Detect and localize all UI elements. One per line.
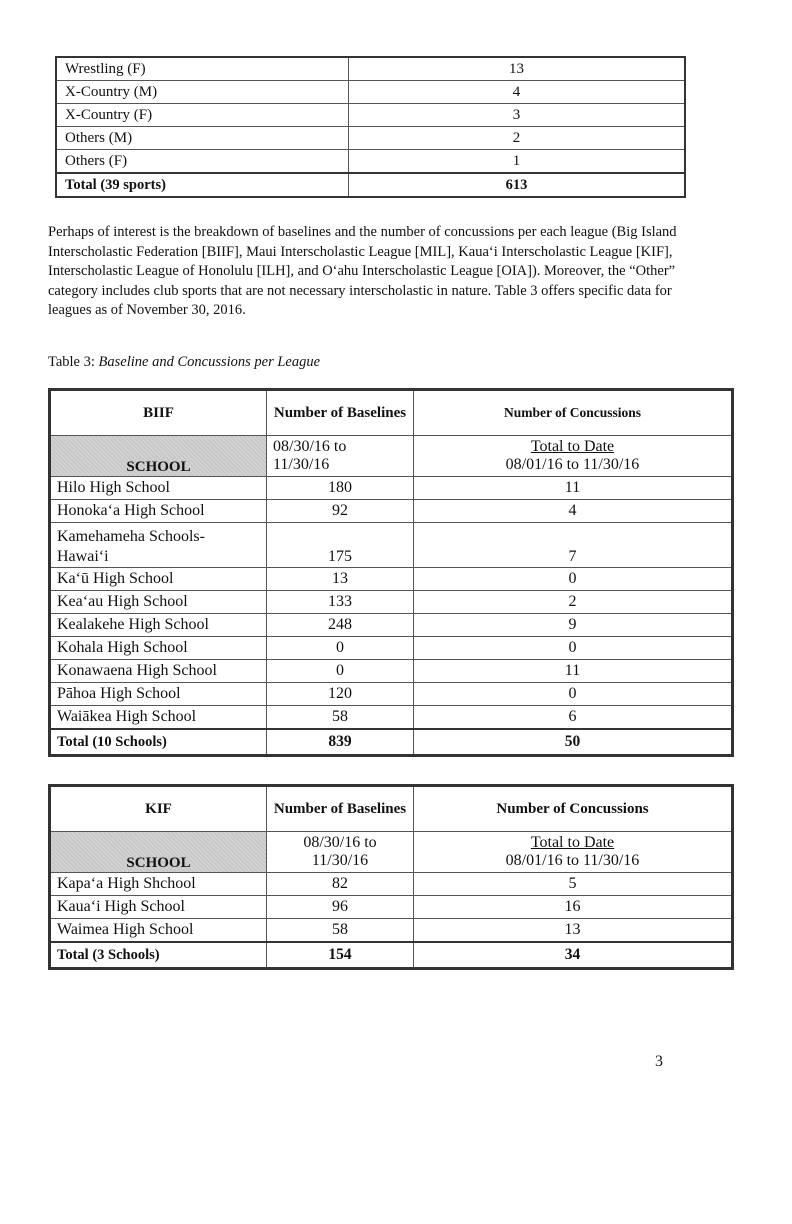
table-row <box>56 81 685 104</box>
school-name: Kapa‘a High Shchool <box>50 873 267 896</box>
concussions-header: Number of Concussions <box>414 390 733 436</box>
baselines-header: Number of Baselines <box>267 390 414 436</box>
sport-cell: Others (F) <box>56 150 349 174</box>
kif-table <box>48 784 734 970</box>
school-name: Kohala High School <box>50 637 267 660</box>
table-row <box>56 127 685 150</box>
baselines-value: 120 <box>267 683 414 706</box>
table-row <box>50 919 733 943</box>
baselines-value: 180 <box>267 477 414 500</box>
table-row <box>56 57 685 81</box>
table-row <box>56 150 685 174</box>
total-concussions: 34 <box>414 942 733 969</box>
school-name-line-2: Hawai‘i <box>57 548 109 565</box>
total-to-date-label: Total to Date <box>530 438 615 455</box>
baselines-value: 248 <box>267 614 414 637</box>
baselines-value: 58 <box>267 919 414 943</box>
table-row <box>50 706 733 730</box>
baselines-value: 0 <box>267 660 414 683</box>
concussions-value: 2 <box>414 591 733 614</box>
league-name: BIIF <box>50 390 267 436</box>
count-cell: 2 <box>349 127 686 150</box>
concussions-value: 11 <box>414 477 733 500</box>
concussions-header: Number of Concussions <box>414 786 733 832</box>
concussions-value: 16 <box>414 896 733 919</box>
concussions-value: 13 <box>414 919 733 943</box>
concussions-value: 6 <box>414 706 733 730</box>
concussion-date-range <box>414 832 733 873</box>
table-row <box>50 568 733 591</box>
baselines-header: Number of Baselines <box>267 786 414 832</box>
sport-cell: X-Country (M) <box>56 81 349 104</box>
range-line-2: 11/30/16 <box>273 456 330 473</box>
concussions-value: 9 <box>414 614 733 637</box>
range-line: 08/01/16 to 11/30/16 <box>505 852 640 869</box>
total-baselines: 839 <box>267 729 414 756</box>
school-name-line-1: Kamehameha Schools- <box>57 528 205 545</box>
total-to-date-label: Total to Date <box>530 834 615 851</box>
school-column-header: SCHOOL <box>50 436 267 477</box>
concussions-value: 0 <box>414 637 733 660</box>
school-name: Honoka‘a High School <box>50 500 267 523</box>
concussions-value: 11 <box>414 660 733 683</box>
range-line-1: 08/30/16 to <box>303 834 377 851</box>
concussions-value: 4 <box>414 500 733 523</box>
table-row <box>50 660 733 683</box>
baselines-value: 58 <box>267 706 414 730</box>
range-line-1: 08/30/16 to <box>273 438 347 455</box>
total-count: 613 <box>349 173 686 197</box>
school-name: Waiākea High School <box>50 706 267 730</box>
range-line: 08/01/16 to 11/30/16 <box>505 456 640 473</box>
table-row <box>50 873 733 896</box>
school-name: Pāhoa High School <box>50 683 267 706</box>
school-name: Ka‘ū High School <box>50 568 267 591</box>
baselines-value: 92 <box>267 500 414 523</box>
sport-cell: Others (M) <box>56 127 349 150</box>
baseline-date-range <box>267 832 414 873</box>
table-row <box>50 500 733 523</box>
table-row <box>50 591 733 614</box>
baselines-value: 82 <box>267 873 414 896</box>
school-name: Kea‘au High School <box>50 591 267 614</box>
baselines-value: 96 <box>267 896 414 919</box>
table-row <box>50 896 733 919</box>
sport-cell: X-Country (F) <box>56 104 349 127</box>
baselines-value: 133 <box>267 591 414 614</box>
count-cell: 4 <box>349 81 686 104</box>
subheader-row <box>50 832 733 873</box>
total-baselines: 154 <box>267 942 414 969</box>
table-row <box>50 637 733 660</box>
sports-baseline-table-tail <box>55 56 686 198</box>
table-row <box>56 104 685 127</box>
total-label: Total (3 Schools) <box>50 942 267 969</box>
table-caption <box>48 354 320 371</box>
total-label: Total (39 sports) <box>56 173 349 197</box>
table-row <box>50 614 733 637</box>
total-concussions: 50 <box>414 729 733 756</box>
page-number: 3 <box>655 1053 663 1070</box>
baselines-value: 175 <box>267 523 414 568</box>
total-row <box>50 942 733 969</box>
concussions-value: 0 <box>414 568 733 591</box>
caption-prefix: Table 3: <box>48 354 99 370</box>
concussions-value: 5 <box>414 873 733 896</box>
body-paragraph: Perhaps of interest is the breakdown of baselines and the number of concussions per each league (Big Island Interscholastic Federation [BIIF], Maui Interscholastic League [MIL], Kaua‘i Interscholastic League [KIF], Interscholastic League of Honolulu [ILH], and O‘ahu Interscholastic League [OIA]). Moreover, the “Other” category includes club sports that are not necessary interscholastic in nature. Table 3 offers specific data for leagues as of November 30, 2016. <box>48 224 677 318</box>
total-row <box>50 729 733 756</box>
caption-title: Baseline and Concussions per League <box>98 354 321 370</box>
sport-cell: Wrestling (F) <box>56 57 349 81</box>
count-cell: 3 <box>349 104 686 127</box>
biif-table <box>48 388 734 757</box>
baselines-value: 13 <box>267 568 414 591</box>
header-row <box>50 390 733 436</box>
table-row <box>50 523 733 568</box>
baseline-date-range <box>267 436 414 477</box>
school-name: Konawaena High School <box>50 660 267 683</box>
range-line-2: 11/30/16 <box>311 852 369 869</box>
concussions-value: 0 <box>414 683 733 706</box>
subheader-row <box>50 436 733 477</box>
table-row <box>50 477 733 500</box>
concussion-date-range <box>414 436 733 477</box>
count-cell: 13 <box>349 57 686 81</box>
baselines-value: 0 <box>267 637 414 660</box>
concussions-value: 7 <box>414 523 733 568</box>
school-name: Kaua‘i High School <box>50 896 267 919</box>
school-name <box>50 523 267 568</box>
league-name: KIF <box>50 786 267 832</box>
school-column-header: SCHOOL <box>50 832 267 873</box>
total-row <box>56 173 685 197</box>
school-name: Kealakehe High School <box>50 614 267 637</box>
table-row <box>50 683 733 706</box>
header-row <box>50 786 733 832</box>
school-name: Hilo High School <box>50 477 267 500</box>
school-name: Waimea High School <box>50 919 267 943</box>
count-cell: 1 <box>349 150 686 174</box>
total-label: Total (10 Schools) <box>50 729 267 756</box>
